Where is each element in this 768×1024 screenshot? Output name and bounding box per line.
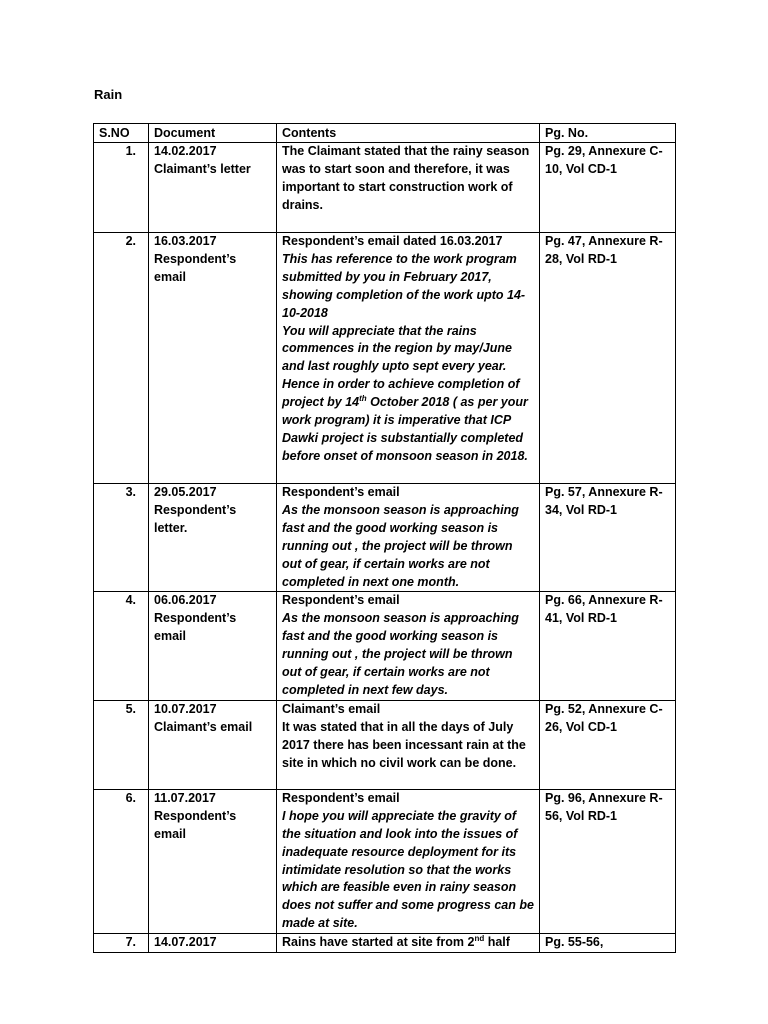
row-contents <box>277 484 540 592</box>
row-contents-title: Respondent’s email <box>282 593 400 608</box>
row-contents <box>277 700 540 789</box>
row-document <box>149 700 277 789</box>
quote-part: October 2018 ( as per your work program) it is imperative that ICP Dawki project is substantially completed before onset of monsoon season in 2018. <box>282 395 528 463</box>
row-contents-quote: As the monsoon season is approaching fast and the good working season is running out , the project will be thrown out of gear, if certain works are not completed in next few days. <box>282 611 519 697</box>
row-contents-quote <box>282 323 534 466</box>
row-contents-quote: I hope you will appreciate the gravity of the situation and look into the issues of inadequate resource deployment for its intimidate resolution so that the works which are feasible even in rainy season does not suffer and some progress can be made at site. <box>282 808 534 931</box>
row-doc-type: Respondent’s email <box>154 251 237 284</box>
quote-part: You will appreciate that the rains commences in the region by may/June and last roughly upto sept every year. Hence in order to achieve completion of project by 14 <box>282 323 520 410</box>
row-document <box>149 592 277 700</box>
table-row <box>94 484 676 592</box>
header-document: Document <box>149 124 277 143</box>
row-contents-text: It was stated that in all the days of July 2017 there has been incessant rain at the site in which no civil work can be done. <box>282 719 526 770</box>
header-contents: Contents <box>277 124 540 143</box>
row-date: 11.07.2017 <box>154 790 216 805</box>
row-sno: 5. <box>94 700 149 789</box>
row-contents <box>277 789 540 933</box>
row-page-ref: Pg. 57, Annexure R-34, Vol RD-1 <box>540 484 676 592</box>
row-date: 29.05.2017 <box>154 485 217 499</box>
header-page: Pg. No. <box>540 124 676 143</box>
row-contents-text <box>282 934 534 952</box>
row-document <box>149 233 277 484</box>
row-doc-type: Respondent’s email <box>154 611 237 644</box>
superscript: th <box>359 394 367 403</box>
table-row <box>94 592 676 700</box>
row-date: 10.07.2017 <box>154 701 217 716</box>
row-contents <box>277 934 540 953</box>
row-sno: 7. <box>94 934 149 953</box>
row-contents <box>277 143 540 233</box>
row-sno: 2. <box>94 233 149 484</box>
row-doc-type: Claimant’s email <box>154 719 253 734</box>
row-date: 14.02.2017 <box>154 144 217 158</box>
row-date: 16.03.2017 <box>154 234 217 248</box>
row-page-ref: Pg. 96, Annexure R-56, Vol RD-1 <box>540 789 676 933</box>
row-contents-title: Claimant’s email <box>282 701 381 716</box>
row-contents <box>277 592 540 700</box>
text-part: half <box>484 935 510 950</box>
table-row <box>94 233 676 484</box>
row-doc-type: Respondent’s email <box>154 808 237 841</box>
row-page-ref: Pg. 52, Annexure C-26, Vol CD-1 <box>540 700 676 789</box>
row-document <box>149 789 277 933</box>
table-row <box>94 143 676 233</box>
table-header-row <box>94 124 676 143</box>
row-contents-title: Respondent’s email <box>282 485 400 499</box>
row-document <box>149 934 277 953</box>
page-title: Rain <box>94 87 123 102</box>
table-row <box>94 934 676 953</box>
row-contents-quote: This has reference to the work program submitted by you in February 2017, showing completion of the work upto 14-10-2018 <box>282 251 526 320</box>
row-contents-quote: As the monsoon season is approaching fast and the good working season is running out , the project will be thrown out of gear, if certain works are not completed in next one month. <box>282 502 519 589</box>
row-contents-title: Respondent’s email dated 16.03.2017 <box>282 234 503 248</box>
row-contents-title: Respondent’s email <box>282 790 400 805</box>
rain-table <box>93 123 676 953</box>
row-doc-type: Claimant’s letter <box>154 161 251 176</box>
row-sno: 6. <box>94 789 149 933</box>
row-sno: 4. <box>94 592 149 700</box>
row-document <box>149 143 277 233</box>
row-sno: 1. <box>94 143 149 233</box>
row-page-ref: Pg. 47, Annexure R-28, Vol RD-1 <box>540 233 676 484</box>
table-row <box>94 789 676 933</box>
row-document <box>149 484 277 592</box>
row-sno: 3. <box>94 484 149 592</box>
row-contents <box>277 233 540 484</box>
superscript: nd <box>474 933 485 943</box>
row-page-ref: Pg. 29, Annexure C-10, Vol CD-1 <box>540 143 676 233</box>
table-row <box>94 700 676 789</box>
row-page-ref: Pg. 66, Annexure R-41, Vol RD-1 <box>540 592 676 700</box>
row-date: 06.06.2017 <box>154 593 217 608</box>
row-doc-type: Respondent’s letter. <box>154 502 237 535</box>
row-contents-text: The Claimant stated that the rainy season was to start soon and therefore, it was important to start construction work of drains. <box>282 144 530 212</box>
row-page-ref: Pg. 55-56, <box>540 934 676 953</box>
text-part: Rains have started at site from 2 <box>282 935 475 950</box>
row-date: 14.07.2017 <box>154 935 217 950</box>
header-sno: S.NO <box>94 124 149 143</box>
